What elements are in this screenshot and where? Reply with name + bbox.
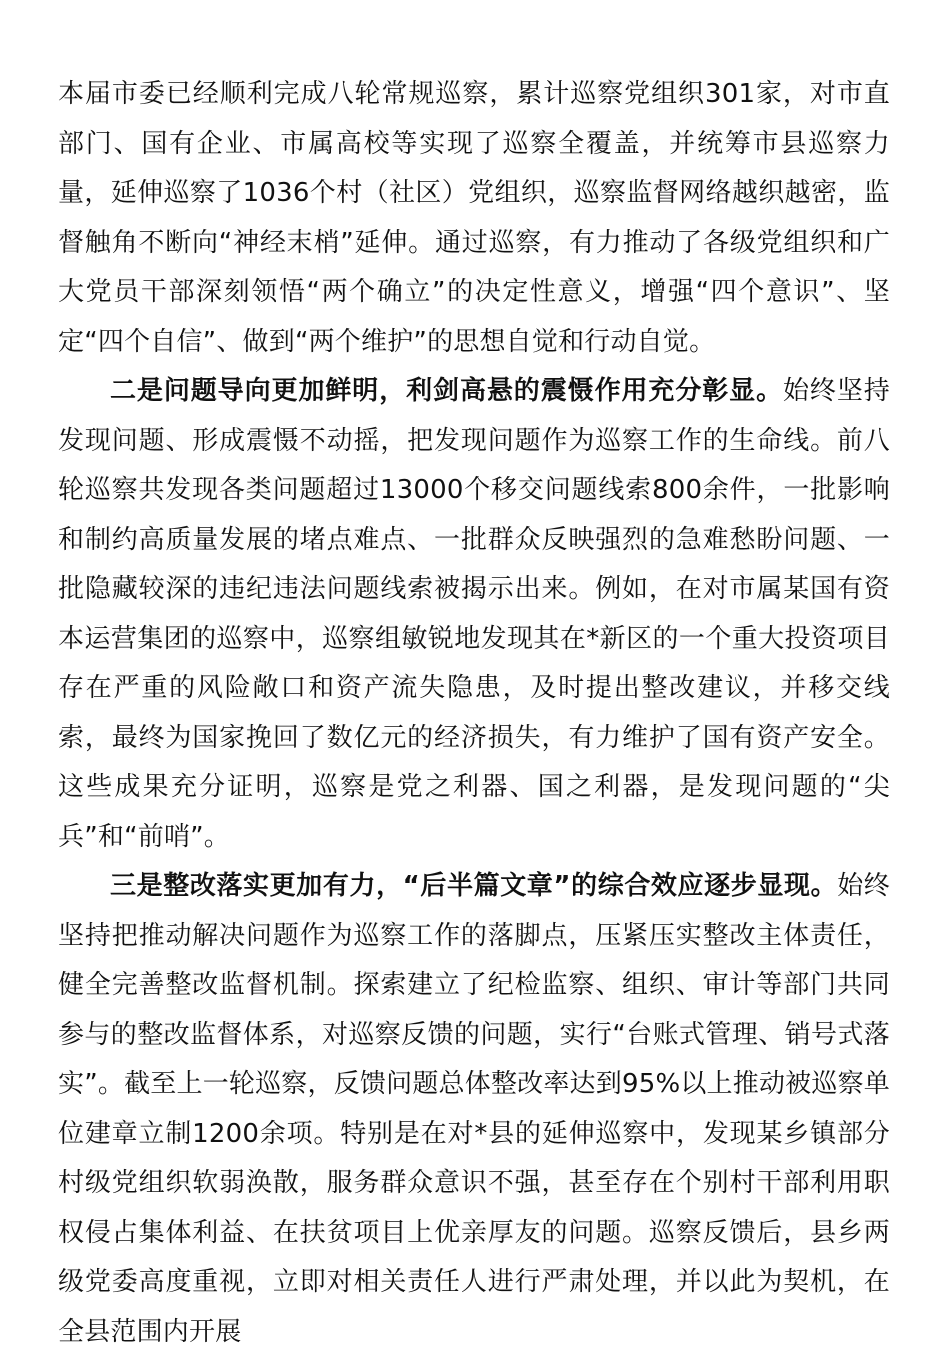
paragraph-1-text: 本届市委已经顺利完成八轮常规巡察，累计巡察党组织301家，对市直部门、国有企业、市属高校等实现了巡察全覆盖，并统筹市县巡察力量，延伸巡察了1036个村（社区）党组织，巡察监督网络越织越密，监督触角不断向“神经末梢”延伸。通过巡察，有力推动了各级党组织和广大党员干部深刻领悟“两个确立”的决定性意义，增强“四个意识”、坚定“四个自信”、做到“两个维护”的思想自觉和行动自觉。 <box>58 79 890 357</box>
paragraph-3-text: 始终坚持把推动解决问题作为巡察工作的落脚点，压紧压实整改主体责任，健全完善整改监督机制。探索建立了纪检监察、组织、审计等部门共同参与的整改监督体系，对巡察反馈的问题，实行“台账式管理、销号式落实”。截至上一轮巡察，反馈问题总体整改率达到95%以上推动被巡察单位建章立制1200余项。特别是在对*县的延伸巡察中，发现某乡镇部分村级党组织软弱涣散，服务群众意识不强，甚至存在个别村干部利用职权侵占集体利益、在扶贫项目上优亲厚友的问题。巡察反馈后，县乡两级党委高度重视，立即对相关责任人进行严肃处理，并以此为契机，在全县范围内开展 <box>58 871 890 1347</box>
paragraph-2-text: 始终坚持发现问题、形成震慑不动摇，把发现问题作为巡察工作的生命线。前八轮巡察共发现各类问题超过13000个移交问题线索800余件，一批影响和制约高质量发展的堵点难点、一批群众反映强烈的急难愁盼问题、一批隐藏较深的违纪违法问题线索被揭示出来。例如，在对市属某国有资本运营集团的巡察中，巡察组敏锐地发现其在*新区的一个重大投资项目存在严重的风险敞口和资产流失隐患，及时提出整改建议，并移交线索，最终为国家挽回了数亿元的经济损失，有力维护了国有资产安全。这些成果充分证明，巡察是党之利器、国之利器，是发现问题的“尖兵”和“前哨”。 <box>58 376 890 852</box>
paragraph-3 <box>58 862 890 1357</box>
paragraph-2-lead: 二是问题导向更加鲜明，利剑高悬的震慑作用充分彰显。 <box>110 376 784 406</box>
paragraph-2 <box>58 367 890 862</box>
document-page <box>58 70 890 1357</box>
paragraph-3-lead: 三是整改落实更加有力，“后半篇文章”的综合效应逐步显现。 <box>110 871 838 901</box>
paragraph-1 <box>58 70 890 367</box>
